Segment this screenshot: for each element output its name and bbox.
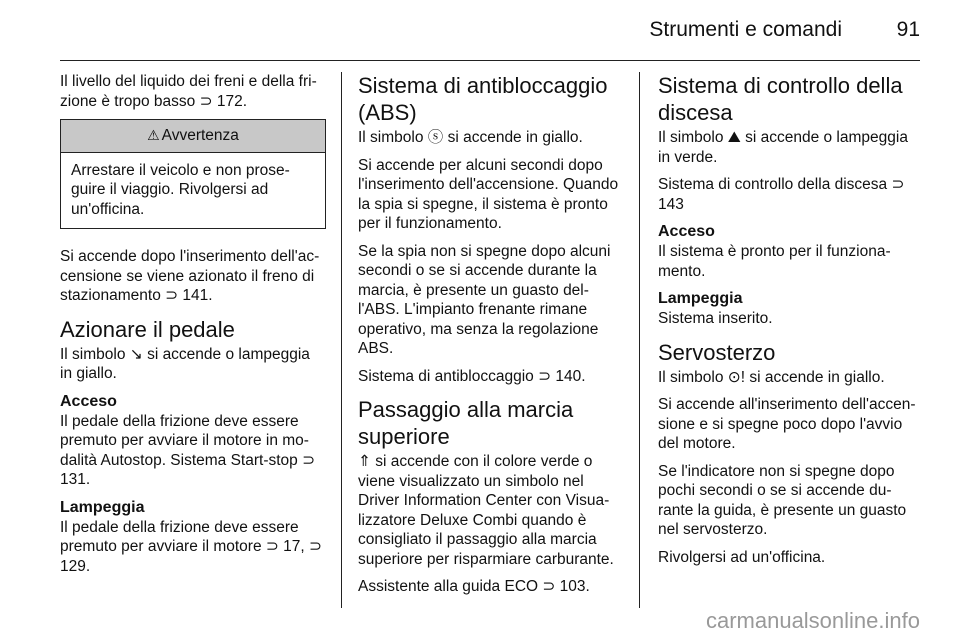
paragraph: Si accende dopo l'inserimento dell'ac-censione se viene azionato il freno di stazionamento ⊃ 141. xyxy=(60,248,320,304)
paragraph: Il livello del liquido dei freni e della fri-zione è tropo basso ⊃ 172. xyxy=(60,73,317,110)
column-divider xyxy=(341,72,342,608)
page-number: 91 xyxy=(896,18,920,41)
paragraph: Il sistema è pronto per il funziona-mento. xyxy=(658,243,891,280)
subheading: Acceso xyxy=(60,392,117,410)
section-heading: Servosterzo xyxy=(658,339,776,365)
section-heading: Passaggio alla marcia superiore xyxy=(358,397,574,449)
paragraph: Si accende all'inserimento dell'accen-sione e si spegne poco dopo l'avvio del motore. xyxy=(658,396,916,452)
paragraph: Il simbolo ↘ si accende o lampeggia in giallo. xyxy=(60,345,310,382)
paragraph: Si accende per alcuni secondi dopo l'inserimento dell'accensione. Quando la spia si spegne, il sistema è pronto per il funzionamento. xyxy=(358,156,619,232)
warning-text: Arrestare il veicolo e non prose-guire il viaggio. Rivolgersi ad un'officina. xyxy=(71,161,290,218)
paragraph: Se l'indicatore non si spegne dopo pochi secondi o se si accende du-rante la guida, è presente un guasto nel servosterzo. xyxy=(658,462,907,538)
subheading: Acceso xyxy=(658,223,715,240)
column-left xyxy=(60,72,326,584)
paragraph: Il simbolo ⊙! si accende in giallo. xyxy=(658,368,885,386)
header-rule xyxy=(60,60,920,61)
paragraph: Il simbolo ⛰ si accende o lampeggia in verde. xyxy=(658,129,908,166)
paragraph: ⇑ si accende con il colore verde o viene visualizzato un simbolo nel Driver Information Center con Visua-lizzatore Deluxe Combi quando è consigliato il passaggio alla marcia superiore per risparmiare carburante. xyxy=(358,453,614,568)
warning-box xyxy=(60,119,326,229)
paragraph: Il pedale della frizione deve essere premuto per avviare il motore in mo-dalità Autostop. Sistema Start-stop ⊃ 131. xyxy=(60,412,316,488)
section-heading: Azionare il pedale xyxy=(60,316,235,342)
subheading: Lampeggia xyxy=(658,290,743,307)
warning-triangle-icon: ⚠ xyxy=(147,127,160,143)
column-right xyxy=(658,72,924,575)
paragraph: Sistema inserito. xyxy=(658,310,773,327)
paragraph: Rivolgersi ad un'officina. xyxy=(658,548,826,566)
column-middle xyxy=(358,72,624,605)
warning-title: Avvertenza xyxy=(161,127,239,144)
paragraph: Il pedale della frizione deve essere premuto per avviare il motore ⊃ 17, ⊃ 129. xyxy=(60,518,323,575)
warning-header xyxy=(61,120,325,153)
paragraph: Sistema di antibloccaggio ⊃ 140. xyxy=(358,367,586,385)
page-header xyxy=(0,0,960,62)
paragraph: Sistema di controllo della discesa ⊃ 143 xyxy=(658,176,905,213)
chapter-title: Strumenti e comandi xyxy=(649,18,842,41)
section-heading: Sistema di antibloccaggio (ABS) xyxy=(358,73,608,125)
watermark: carmanualsonline.info xyxy=(705,608,920,633)
column-divider xyxy=(639,72,640,608)
section-heading: Sistema di controllo della discesa xyxy=(658,73,903,125)
paragraph: Se la spia non si spegne dopo alcuni secondi o se si accende durante la marcia, è presente un guasto del-l'ABS. L'impianto frenante rimane operativo, ma senza la regolazione ABS. xyxy=(358,242,611,357)
subheading: Lampeggia xyxy=(60,498,145,516)
paragraph: Il simbolo ⓢ si accende in giallo. xyxy=(358,129,583,146)
paragraph: Assistente alla guida ECO ⊃ 103. xyxy=(358,578,590,595)
